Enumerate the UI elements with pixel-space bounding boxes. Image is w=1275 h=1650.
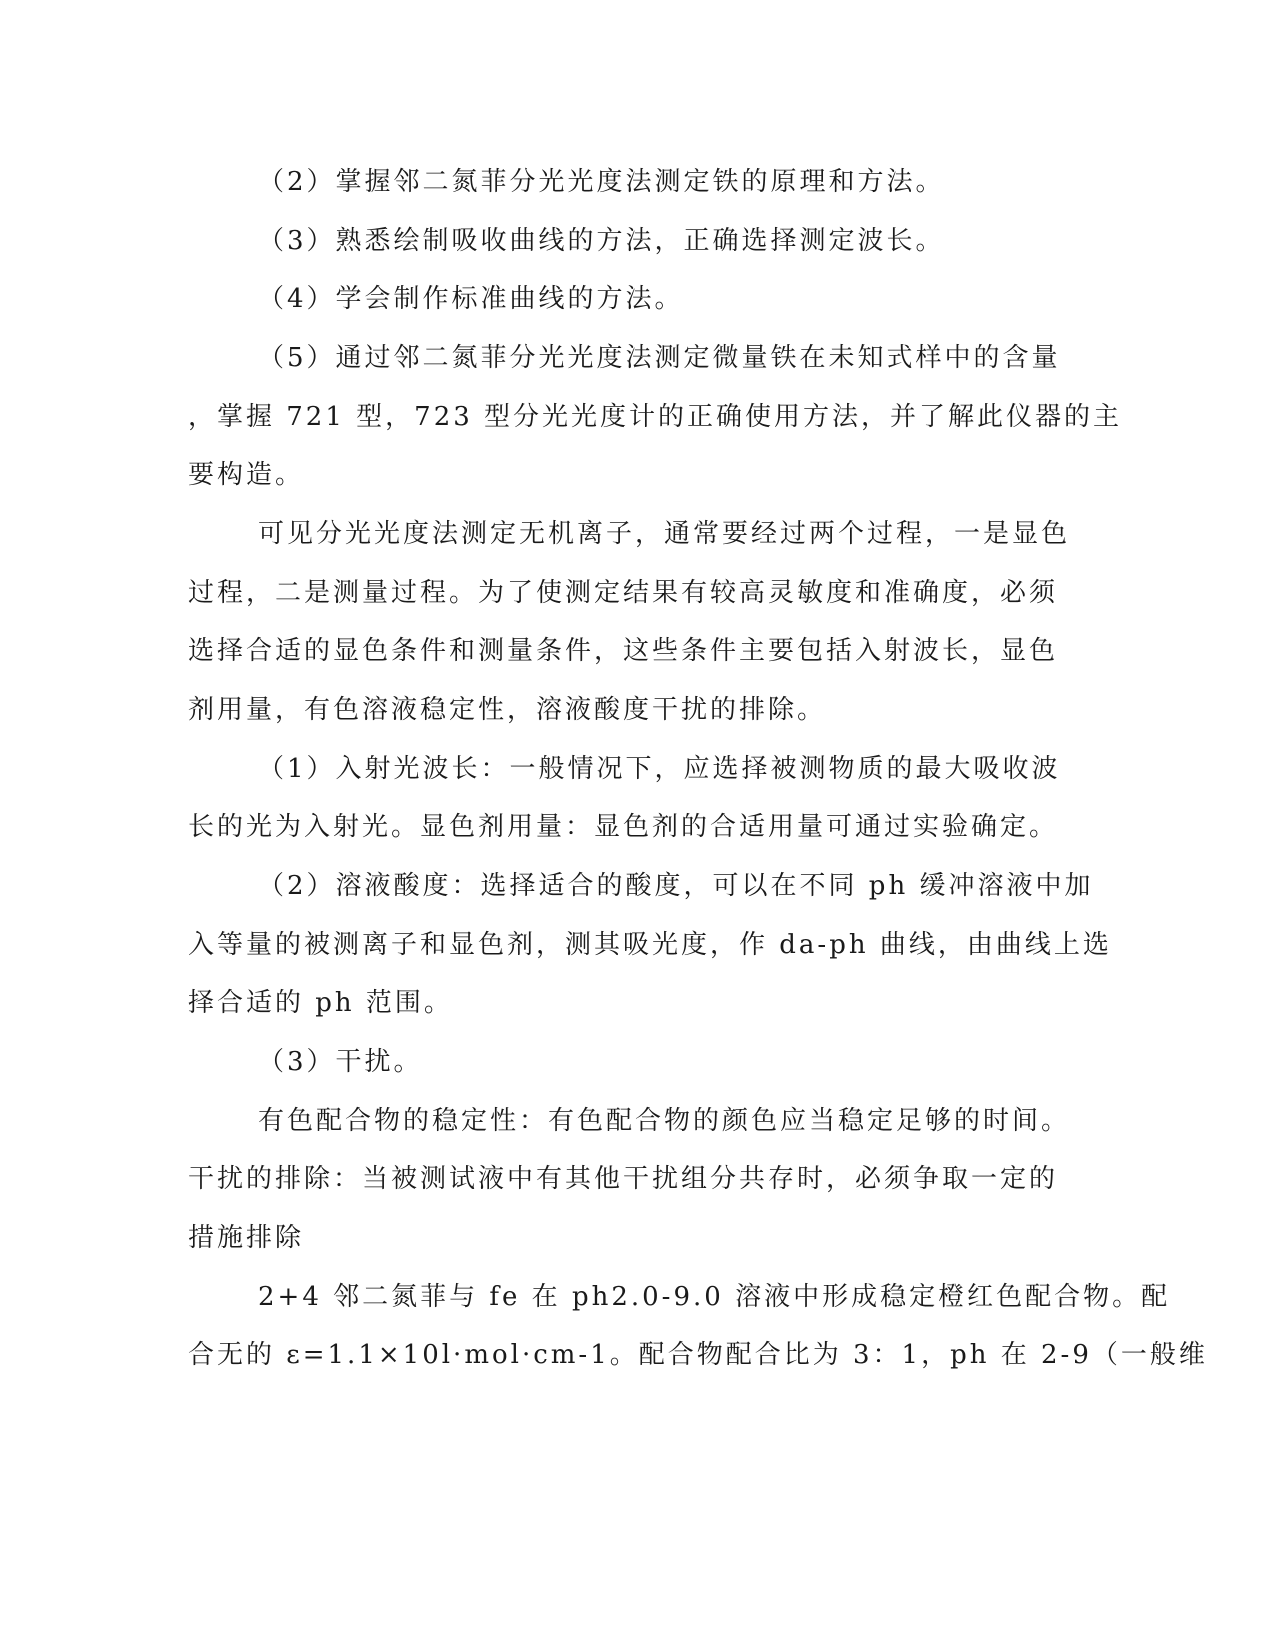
text-line: 选择合适的显色条件和测量条件，这些条件主要包括入射波长，显色 [188,636,1059,666]
text-line: 2+4 邻二氮菲与 fe 在 ph2.0-9.0 溶液中形成稳定橙红色配合物。配 [258,1282,1171,1312]
text-line: 剂用量，有色溶液稳定性，溶液酸度干扰的排除。 [188,695,827,725]
text-line: 过程，二是测量过程。为了使测定结果有较高灵敏度和准确度，必须 [188,578,1059,608]
text-line: 合无的 ε=1.1×10l·mol·cm-1。配合物配合比为 3：1，ph 在 2-9（一般维 [188,1340,1208,1370]
text-line: 长的光为入射光。显色剂用量：显色剂的合适用量可通过实验确定。 [188,812,1059,842]
text-line: （2）掌握邻二氮菲分光光度法测定铁的原理和方法。 [258,167,945,197]
text-line: （1）入射光波长：一般情况下，应选择被测物质的最大吸收波 [258,754,1061,784]
text-line: 择合适的 ph 范围。 [188,988,453,1018]
text-line: 可见分光光度法测定无机离子，通常要经过两个过程，一是显色 [258,519,1071,549]
text-line: （5）通过邻二氮菲分光光度法测定微量铁在未知式样中的含量 [258,343,1061,373]
text-line: （3）干扰。 [258,1047,423,1077]
text-line: （4）学会制作标准曲线的方法。 [258,284,684,314]
text-line: ，掌握 721 型，723 型分光光度计的正确使用方法，并了解此仪器的主 [188,402,1123,432]
text-line: 要构造。 [188,460,305,490]
text-line: 措施排除 [188,1223,305,1253]
text-line: （3）熟悉绘制吸收曲线的方法，正确选择测定波长。 [258,226,945,256]
text-line: 入等量的被测离子和显色剂，测其吸光度，作 da-ph 曲线，由曲线上选 [188,930,1112,960]
text-line: 干扰的排除：当被测试液中有其他干扰组分共存时，必须争取一定的 [188,1164,1059,1194]
text-line: （2）溶液酸度：选择适合的酸度，可以在不同 ph 缓冲溶液中加 [258,871,1094,901]
text-line: 有色配合物的稳定性：有色配合物的颜色应当稳定足够的时间。 [258,1106,1071,1136]
